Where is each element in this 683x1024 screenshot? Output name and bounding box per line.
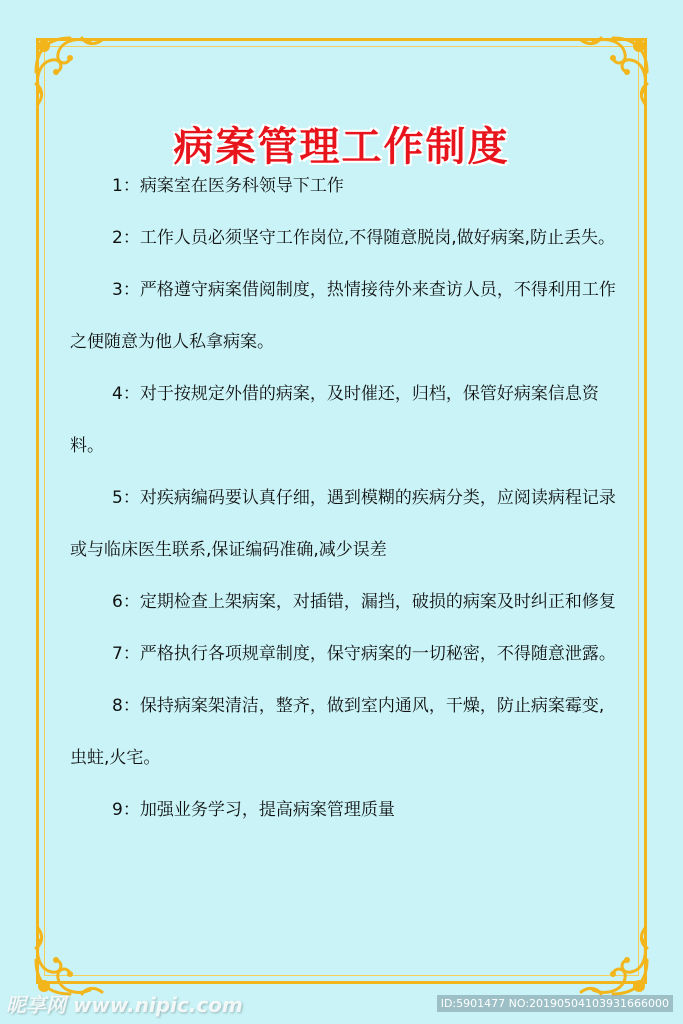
rule-text: 定期检查上架病案，对插错，漏挡，破损的病案及时纠正和修复 [139, 592, 616, 612]
rule-number: 2： [112, 228, 140, 248]
rule-item [70, 160, 618, 212]
rule-item [70, 784, 618, 836]
rule-text: 对疾病编码要认真仔细，遇到模糊的疾病分类，应阅读病程记录或与临床医生联系,保证编码准确,减少误差 [70, 488, 616, 560]
rule-item [70, 212, 618, 264]
rule-item [70, 680, 618, 784]
rule-number: 8： [112, 696, 140, 716]
watermark-logo: 昵享网 www.nipic.com [6, 993, 243, 1017]
rule-text: 保持病案架清洁，整齐，做到室内通风，干燥，防止病案霉变,虫蛀,火宅。 [70, 696, 605, 768]
rule-item [70, 264, 618, 368]
rule-item [70, 368, 618, 472]
rule-text: 严格遵守病案借阅制度，热情接待外来查访人员，不得利用工作之便随意为他人私拿病案。 [70, 280, 616, 352]
corner-ornament-icon [575, 922, 653, 1000]
rule-item [70, 628, 618, 680]
rule-number: 9： [112, 800, 140, 820]
watermark-id: ID:5901477 NO:20190504103931666000 [437, 995, 673, 1012]
rule-number: 3： [112, 280, 140, 300]
page-title: 病案管理工作制度 [173, 123, 510, 170]
rule-text: 病案室在医务科领导下工作 [139, 176, 344, 196]
corner-ornament-icon [575, 32, 653, 110]
rule-number: 7： [112, 644, 140, 664]
corner-ornament-icon [30, 32, 108, 110]
rule-number: 4： [112, 384, 140, 404]
rule-item [70, 472, 618, 576]
rule-text: 加强业务学习，提高病案管理质量 [139, 800, 395, 820]
rule-number: 1： [112, 176, 140, 196]
rule-text: 对于按规定外借的病案，及时催还，归档，保管好病案信息资料。 [70, 384, 599, 456]
rules-list [70, 160, 618, 836]
rule-text: 严格执行各项规章制度，保守病案的一切秘密，不得随意泄露。 [139, 644, 616, 664]
rule-text: 工作人员必须坚守工作岗位,不得随意脱岗,做好病案,防止丢失。 [139, 228, 616, 248]
rule-number: 5： [112, 488, 140, 508]
rule-item [70, 576, 618, 628]
rule-number: 6： [112, 592, 140, 612]
